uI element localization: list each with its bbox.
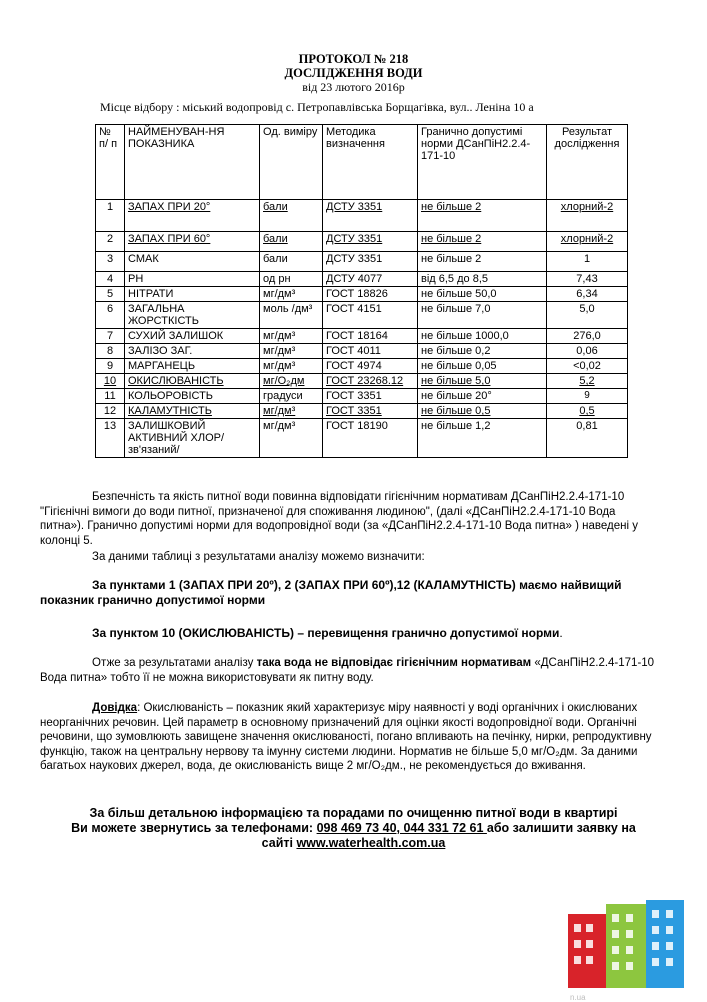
cell-indicator: ЗАПАХ ПРИ 20°: [125, 200, 260, 232]
cell-indicator: ЗАГАЛЬНА ЖОРСТКІСТЬ: [125, 302, 260, 329]
results-table: [95, 124, 628, 458]
cell-indicator: КОЛЬОРОВІСТЬ: [125, 389, 260, 404]
cell-method: ГОСТ 4011: [323, 344, 418, 359]
cell-method: ГОСТ 4151: [323, 302, 418, 329]
cell-norm: не більше 20°: [418, 389, 547, 404]
footer-request-text: або залишити заявку на: [486, 821, 636, 835]
cell-number: 4: [96, 272, 125, 287]
cell-result: 6,34: [547, 287, 628, 302]
col-header-method: Методика визначення: [323, 125, 418, 200]
exceed-finding-text: За пунктом 10 (ОКИСЛЮВАНІСТЬ) – перевищення гранично допустимої норми: [92, 626, 560, 640]
cell-indicator: СМАК: [125, 252, 260, 272]
cell-norm: не більше 50,0: [418, 287, 547, 302]
cell-unit: градуси: [260, 389, 323, 404]
cell-norm: не більше 2: [418, 200, 547, 232]
contact-phones-link[interactable]: 098 469 73 40, 044 331 72 61: [316, 821, 487, 835]
cell-number: 9: [96, 359, 125, 374]
cell-norm: не більше 0,5: [418, 404, 547, 419]
cell-indicator: МАРГАНЕЦЬ: [125, 359, 260, 374]
cell-norm: не більше 7,0: [418, 302, 547, 329]
cell-method: ГОСТ 3351: [323, 389, 418, 404]
exceed-finding-end: .: [559, 626, 563, 640]
cell-method: ДСТУ 3351: [323, 232, 418, 252]
cell-indicator: КАЛАМУТНІСТЬ: [125, 404, 260, 419]
cell-unit: мг/дм³: [260, 344, 323, 359]
cell-method: ГОСТ 18190: [323, 419, 418, 458]
table-row: [96, 404, 628, 419]
protocol-date: від 23 лютого 2016р: [302, 80, 405, 94]
footer-line-1: За більш детальною інформацією та порадами по очищенню питної води в квартирі: [89, 806, 618, 820]
cell-number: 10: [96, 374, 125, 389]
table-row: [96, 359, 628, 374]
buildings-logo-icon: [568, 900, 684, 988]
cell-result: 5,2: [547, 374, 628, 389]
table-row: [96, 302, 628, 329]
col-header-unit: Од. виміру: [260, 125, 323, 200]
footer-site-label: сайті: [261, 836, 297, 850]
reference-label: Довідка: [92, 702, 138, 714]
reference-paragraph: [40, 701, 660, 774]
table-row: [96, 287, 628, 302]
cell-number: 8: [96, 344, 125, 359]
cell-unit: од рн: [260, 272, 323, 287]
table-row: [96, 252, 628, 272]
cell-norm: не більше 0,2: [418, 344, 547, 359]
conclusion-paragraph: [40, 656, 660, 685]
cell-result: 0,5: [547, 404, 628, 419]
cell-indicator: ОКИСЛЮВАНІСТЬ: [125, 374, 260, 389]
conclusion-bold: така вода не відповідає гігієнічним нормативам: [256, 657, 532, 669]
conclusion-start: Отже за результатами аналізу: [92, 657, 257, 669]
cell-method: ГОСТ 18826: [323, 287, 418, 302]
cell-method: ГОСТ 4974: [323, 359, 418, 374]
reference-body: : Окислюваність – показник який характеризує міру наявності у воді органічних і окислюваних неорганічних речовин. Цей параметр в основному призначений для оцінки якості водопровідної води. Органічні речовини, що зумовлюють завищене значення окислюваності, погано впливають на печінку, нирки, репродуктивну функцію, також на центральну нервову та імунну системи людини. Норматив не більше 5,0 мг/О₂дм. За даними багатьох наукових джерел, вода, де окислюваність вище 2 мг/О₂дм., не рекомендується до вживання.: [40, 702, 652, 772]
cell-unit: бали: [260, 200, 323, 232]
col-header-result: Результат дослідження: [547, 125, 628, 200]
cell-method: ДСТУ 4077: [323, 272, 418, 287]
cell-method: ГОСТ 18164: [323, 329, 418, 344]
cell-number: 3: [96, 252, 125, 272]
cell-number: 12: [96, 404, 125, 419]
col-header-number: № п/ п: [96, 125, 125, 200]
protocol-subtitle: ДОСЛІДЖЕННЯ ВОДИ: [284, 66, 423, 80]
cell-method: ДСТУ 3351: [323, 252, 418, 272]
col-header-norm: Гранично допустимі норми ДСанПіН2.2.4-171-10: [418, 125, 547, 200]
contact-footer: [40, 806, 667, 851]
cell-result: 9: [547, 389, 628, 404]
table-row: [96, 200, 628, 232]
cell-method: ГОСТ 3351: [323, 404, 418, 419]
table-row: [96, 329, 628, 344]
cell-norm: від 6,5 до 8,5: [418, 272, 547, 287]
cell-method: ГОСТ 23268.12: [323, 374, 418, 389]
cell-norm: не більше 2: [418, 252, 547, 272]
table-row: [96, 389, 628, 404]
cell-number: 1: [96, 200, 125, 232]
table-row-highlighted: [96, 374, 628, 389]
cell-result: 1: [547, 252, 628, 272]
cell-unit: мг/дм³: [260, 329, 323, 344]
table-row: [96, 232, 628, 252]
cell-unit: мг/дм³: [260, 359, 323, 374]
cell-result: хлорний-2: [547, 232, 628, 252]
cell-result: 0,81: [547, 419, 628, 458]
cell-unit: бали: [260, 252, 323, 272]
document-header: [0, 52, 707, 94]
conclusion-end: «ДСанПіН2.2.4-171-10 Вода питна» тобто її не можна використовувати як питну воду.: [40, 657, 655, 684]
cell-unit: мг/дм³: [260, 404, 323, 419]
cell-result: 7,43: [547, 272, 628, 287]
cell-indicator: ЗАЛІЗО ЗАГ.: [125, 344, 260, 359]
cell-number: 7: [96, 329, 125, 344]
cell-method: ДСТУ 3351: [323, 200, 418, 232]
sampling-place: Місце відбору : міський водопровід с. Петропавлівська Борщагівка, вул.. Леніна 10 а: [100, 100, 534, 114]
max-norm-finding: За пунктами 1 (ЗАПАХ ПРИ 20º), 2 (ЗАПАХ ПРИ 60º),12 (КАЛАМУТНІСТЬ) маємо найвищий показник гранично допустимої норми: [40, 578, 622, 607]
table-row: [96, 419, 628, 458]
cell-number: 2: [96, 232, 125, 252]
cell-norm: не більше 1000,0: [418, 329, 547, 344]
cell-result: 276,0: [547, 329, 628, 344]
footer-line-2: [40, 821, 667, 836]
table-header-row: [96, 125, 628, 200]
protocol-title: ПРОТОКОЛ № 218: [298, 52, 409, 66]
cell-unit: мг/дм³: [260, 419, 323, 458]
footer-line-3: [40, 836, 667, 851]
logo-blue-building: [646, 900, 684, 988]
cell-unit: бали: [260, 232, 323, 252]
cell-number: 13: [96, 419, 125, 458]
cell-norm: не більше 0,05: [418, 359, 547, 374]
website-link[interactable]: www.waterhealth.com.ua: [296, 836, 446, 850]
cell-norm: не більше 1,2: [418, 419, 547, 458]
cell-unit: моль /дм³: [260, 302, 323, 329]
analysis-intro: За даними таблиці з результатами аналізу можемо визначити:: [92, 551, 425, 563]
cell-indicator: ЗАПАХ ПРИ 60°: [125, 232, 260, 252]
cell-norm: не більше 2: [418, 232, 547, 252]
cell-indicator: СУХИЙ ЗАЛИШОК: [125, 329, 260, 344]
cell-indicator: РН: [125, 272, 260, 287]
cell-result: <0,02: [547, 359, 628, 374]
table-row: [96, 344, 628, 359]
cell-result: хлорний-2: [547, 200, 628, 232]
table-row: [96, 272, 628, 287]
cell-norm: не більше 5,0: [418, 374, 547, 389]
footer-phones-label: Ви можете звернутись за телефонами:: [71, 821, 317, 835]
cell-indicator: НІТРАТИ: [125, 287, 260, 302]
watermark: n.ua: [570, 993, 586, 1002]
cell-result: 5,0: [547, 302, 628, 329]
cell-number: 5: [96, 287, 125, 302]
cell-unit: мг/дм³: [260, 287, 323, 302]
exceed-finding: [92, 626, 707, 641]
cell-result: 0,06: [547, 344, 628, 359]
cell-indicator: ЗАЛИШКОВИЙ АКТИВНИЙ ХЛОР/зв'язаний/: [125, 419, 260, 458]
cell-number: 6: [96, 302, 125, 329]
cell-number: 11: [96, 389, 125, 404]
cell-unit: мг/О₂дм: [260, 374, 323, 389]
col-header-indicator: НАЙМЕНУВАН-НЯ ПОКАЗНИКА: [125, 125, 260, 200]
norms-paragraph: Безпечність та якість питної води повинна відповідати гігієнічним нормативам ДСанПіН2.2.4-171-10 "Гігієнічні вимоги до води питної, призначеної для споживання людиною", (далі «ДСанПіН2.2.4-171-10 Вода питна»). Гранично допустимі норми для водопровідної води (за «ДСанПіН2.2.4-171-10 Вода питна» ) наведені у колонці 5.: [40, 491, 638, 547]
